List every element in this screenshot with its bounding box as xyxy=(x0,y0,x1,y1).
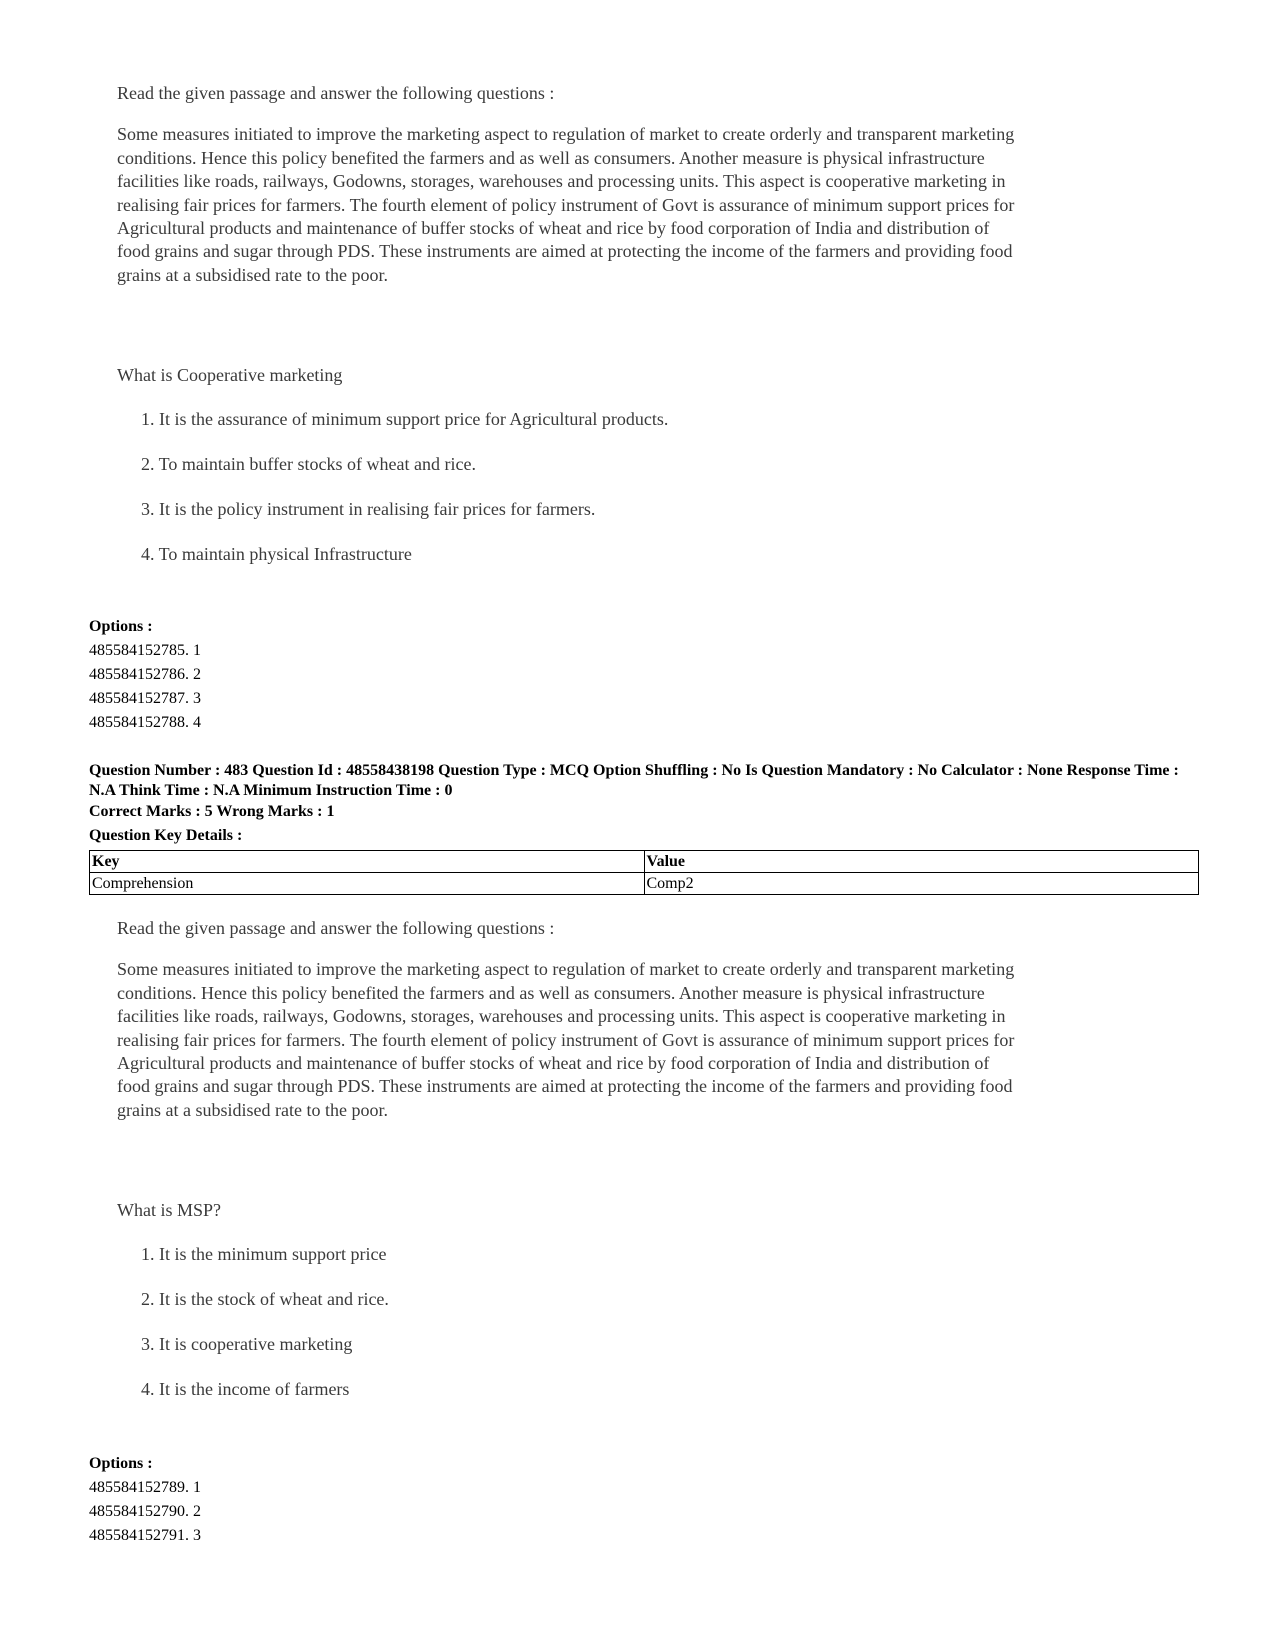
option-id: 485584152791. 3 xyxy=(89,1527,201,1544)
option-id: 485584152786. 2 xyxy=(89,666,201,683)
marks-line: Correct Marks : 5 Wrong Marks : 1 xyxy=(89,803,335,820)
table-header-cell: Value xyxy=(644,851,1199,873)
option-id: 485584152787. 3 xyxy=(89,690,201,707)
passage-heading: Read the given passage and answer the following questions : xyxy=(117,918,555,938)
choice-item: 1. It is the assurance of minimum support price for Agricultural products. xyxy=(141,409,669,429)
key-details-label: Question Key Details : xyxy=(89,827,243,844)
options-section-1 xyxy=(89,615,201,735)
choice-list xyxy=(141,1243,389,1423)
option-id: 485584152789. 1 xyxy=(89,1479,201,1496)
choice-item: 4. To maintain physical Infrastructure xyxy=(141,544,412,564)
table-cell: Comprehension xyxy=(90,873,645,895)
choice-item: 3. It is the policy instrument in realising fair prices for farmers. xyxy=(141,499,596,519)
option-id: 485584152788. 4 xyxy=(89,714,201,731)
table-header-cell: Key xyxy=(90,851,645,873)
table-cell: Comp2 xyxy=(644,873,1199,895)
question-text: What is Cooperative marketing xyxy=(117,365,343,385)
choice-item: 2. To maintain buffer stocks of wheat and rice. xyxy=(141,454,476,474)
choice-item: 3. It is cooperative marketing xyxy=(141,1334,353,1354)
options-section-2 xyxy=(89,1452,201,1548)
choice-list xyxy=(141,408,668,588)
choice-item: 2. It is the stock of wheat and rice. xyxy=(141,1289,389,1309)
question-image-1 xyxy=(117,82,1017,592)
passage-text: Some measures initiated to improve the marketing aspect to regulation of market to create orderly and transparent marketing conditions. Hence this policy benefited the farmers and as well as consumers. Another measure is physical infrastructure facilities like roads, railways, Godowns, storages, warehouses and processing units. This aspect is cooperative marketing in realising fair prices for farmers. The fourth element of policy instrument of Govt is assurance of minimum support prices for Agricultural products and maintenance of buffer stocks of wheat and rice by food corporation of India and distribution of food grains and sugar through PDS. These instruments are aimed at protecting the income of the farmers and providing food grains at a subsidised rate to the poor. xyxy=(117,959,1015,1120)
option-id: 485584152790. 2 xyxy=(89,1503,201,1520)
choice-item: 4. It is the income of farmers xyxy=(141,1379,350,1399)
passage-heading: Read the given passage and answer the following questions : xyxy=(117,83,555,103)
options-label: Options : xyxy=(89,1455,153,1472)
table-header-row xyxy=(90,851,1199,873)
passage-text: Some measures initiated to improve the marketing aspect to regulation of market to create orderly and transparent marketing conditions. Hence this policy benefited the farmers and as well as consumers. Another measure is physical infrastructure facilities like roads, railways, Godowns, storages, warehouses and processing units. This aspect is cooperative marketing in realising fair prices for farmers. The fourth element of policy instrument of Govt is assurance of minimum support prices for Agricultural products and maintenance of buffer stocks of wheat and rice by food corporation of India and distribution of food grains and sugar through PDS. These instruments are aimed at protecting the income of the farmers and providing food grains at a subsidised rate to the poor. xyxy=(117,124,1015,285)
table-row xyxy=(90,873,1199,895)
question-meta: Question Number : 483 Question Id : 48558438198 Question Type : MCQ Option Shuffling : No Is Question Mandatory : No Calculator : None Response Time : N.A Think Time : N.A Minimum Instruction Time : 0 xyxy=(89,762,1179,799)
question-image-2 xyxy=(117,917,1017,1417)
question-text: What is MSP? xyxy=(117,1200,222,1220)
choice-item: 1. It is the minimum support price xyxy=(141,1244,387,1264)
options-label: Options : xyxy=(89,618,153,635)
key-details-table xyxy=(89,850,1199,895)
option-id: 485584152785. 1 xyxy=(89,642,201,659)
